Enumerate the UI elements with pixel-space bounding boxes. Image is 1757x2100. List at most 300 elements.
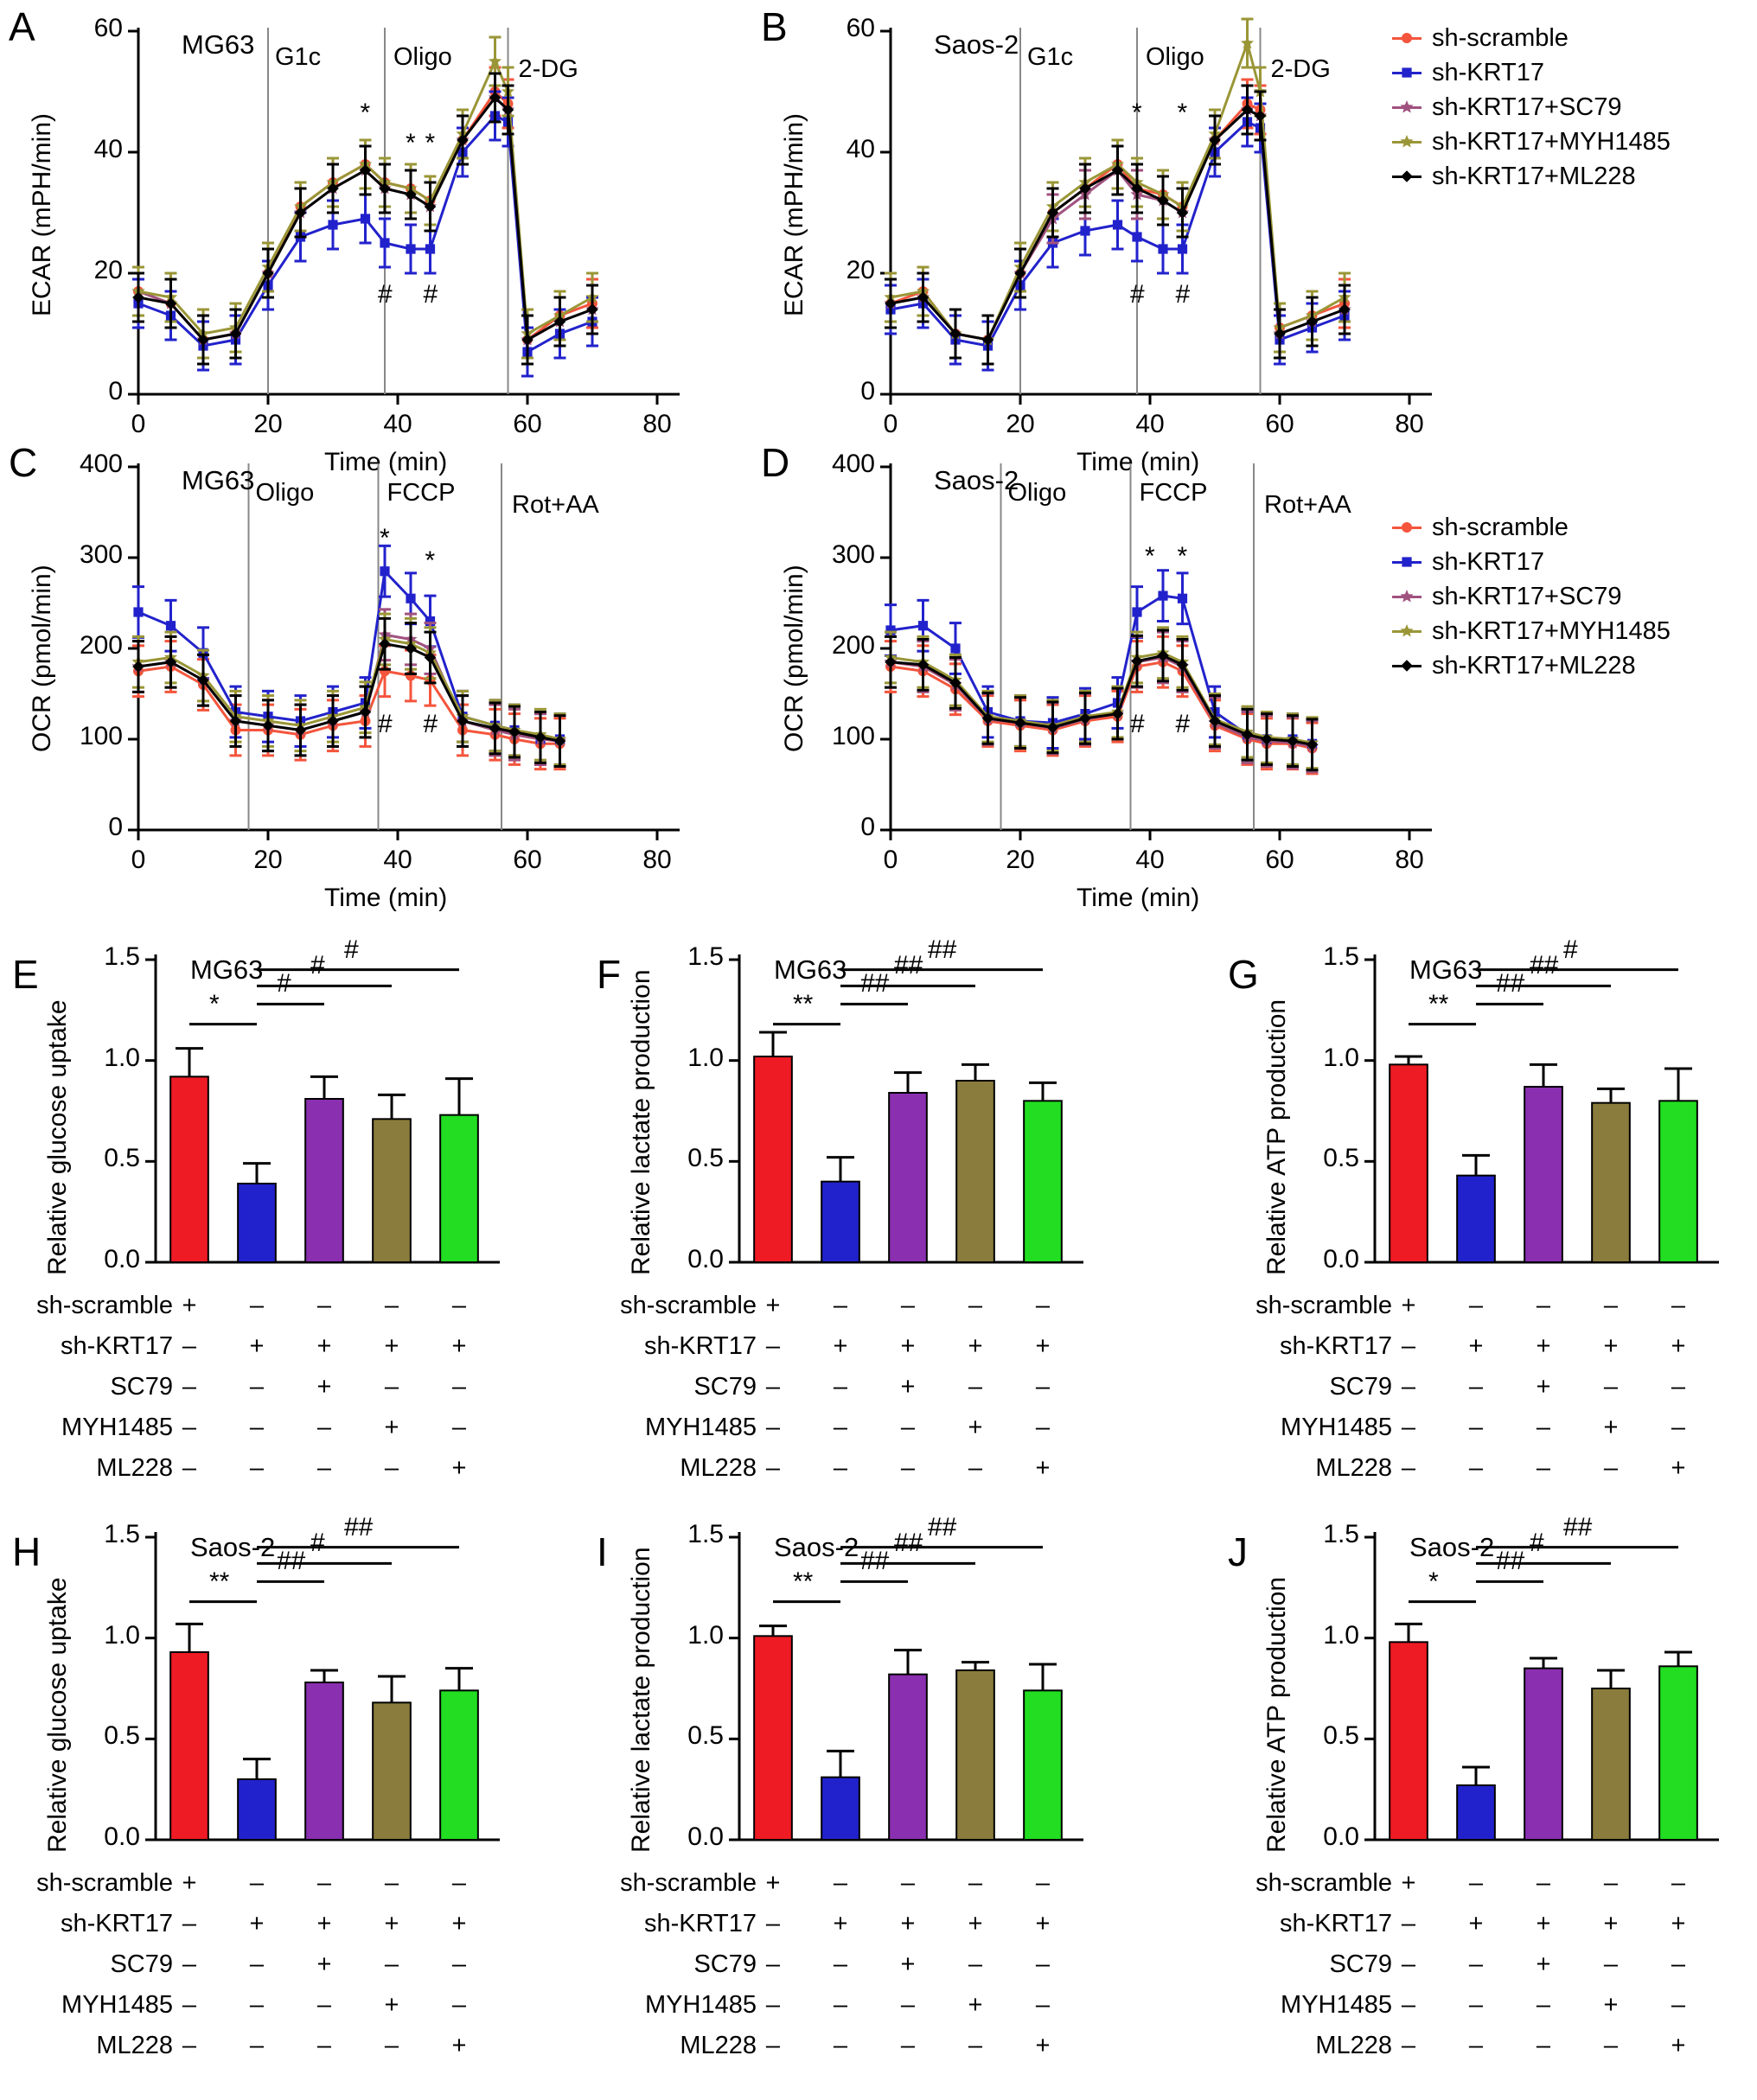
y-axis-title: OCR (pmol/min)	[28, 565, 56, 752]
condition-row-label: MYH1485	[645, 1414, 757, 1441]
significance-mark: *	[1145, 541, 1155, 571]
significance-bracket-label: ##	[860, 969, 890, 999]
panel-label-J: J	[1228, 1529, 1248, 1574]
y-tick-label: 100	[79, 722, 123, 750]
condition-cell: –	[451, 1373, 467, 1401]
legend-marker-icon	[1392, 134, 1422, 150]
cell-line-title: MG63	[182, 29, 255, 60]
panel-label-D: D	[761, 440, 790, 485]
chart-annotation: Rot+AA	[512, 491, 599, 519]
cell-line-title: Saos-2	[774, 1532, 859, 1562]
legend-label: sh-scramble	[1432, 513, 1569, 541]
condition-cell: –	[1401, 1910, 1416, 1937]
condition-cell: –	[1401, 1950, 1416, 1978]
condition-cell: –	[833, 1414, 848, 1441]
condition-cell: –	[968, 1292, 983, 1319]
y-tick-label: 1.0	[687, 1620, 724, 1650]
condition-cell: +	[1536, 1373, 1551, 1401]
y-tick-label: 0	[860, 377, 875, 405]
condition-cell: –	[833, 1292, 848, 1319]
significance-bracket-label: #	[310, 951, 325, 980]
condition-cell: +	[384, 1991, 399, 2019]
y-tick-label: 0.0	[104, 1822, 140, 1851]
y-tick-label: 1.0	[687, 1043, 724, 1072]
condition-row-label: sh-KRT17	[643, 1910, 757, 1937]
chart-annotation: Rot+AA	[1264, 491, 1351, 519]
significance-mark: #	[1130, 280, 1145, 309]
panel-label-H: H	[12, 1529, 42, 1574]
legend-label: sh-KRT17+ML228	[1432, 651, 1636, 680]
condition-cell: +	[384, 1910, 399, 1937]
condition-cell: –	[900, 1991, 916, 2019]
condition-row-label: ML228	[1315, 1454, 1392, 1482]
x-tick-label: 80	[642, 410, 672, 438]
condition-cell: –	[765, 1414, 781, 1441]
condition-cell: +	[316, 1950, 332, 1978]
condition-cell: –	[900, 1414, 916, 1441]
y-axis-title: Relative glucose uptake	[43, 1577, 72, 1853]
condition-cell: +	[1671, 1332, 1686, 1360]
condition-cell: –	[900, 1454, 916, 1482]
x-tick-label: 0	[131, 410, 146, 438]
y-axis-title: Relative lactate production	[627, 1547, 655, 1853]
significance-mark: *	[1177, 541, 1188, 571]
condition-cell: +	[249, 1910, 265, 1937]
y-tick-label: 0	[108, 813, 123, 841]
significance-mark: *	[1177, 99, 1188, 127]
y-tick-label: 0.5	[1323, 1721, 1359, 1751]
significance-bracket-label: ##	[894, 951, 923, 980]
legend-marker-icon	[1392, 554, 1422, 570]
condition-cell: +	[182, 1869, 197, 1897]
legend-marker-icon	[1392, 99, 1422, 115]
condition-cell: –	[451, 1869, 467, 1897]
condition-cell: +	[1035, 1332, 1051, 1360]
y-tick-label: 1.0	[1323, 1043, 1359, 1072]
y-tick-label: 0.0	[104, 1245, 140, 1273]
significance-bracket-label: ##	[860, 1547, 890, 1576]
condition-cell: +	[1603, 1910, 1619, 1937]
y-tick-label: 0.5	[1323, 1144, 1359, 1173]
condition-cell: +	[1671, 1910, 1686, 1937]
condition-cell: –	[833, 1373, 848, 1401]
legend-item	[1392, 648, 1671, 683]
condition-cell: –	[249, 1373, 265, 1401]
legend-item	[1392, 55, 1671, 90]
condition-cell: –	[968, 1869, 983, 1897]
condition-cell: –	[900, 2032, 916, 2059]
y-tick-label: 40	[846, 135, 875, 163]
legend-item	[1392, 510, 1671, 545]
significance-bracket-label: **	[1428, 989, 1449, 1018]
condition-cell: +	[765, 1869, 781, 1897]
condition-cell: –	[833, 2032, 848, 2059]
condition-row-label: SC79	[110, 1950, 173, 1978]
condition-row-label: sh-KRT17	[60, 1332, 173, 1360]
y-axis-title: Relative ATP production	[1262, 1576, 1291, 1853]
y-axis-title: ECAR (mPH/min)	[780, 112, 808, 316]
condition-cell: –	[1035, 1991, 1051, 2019]
y-tick-label: 1.5	[687, 1520, 724, 1548]
condition-cell: –	[249, 1414, 265, 1441]
condition-cell: –	[451, 1414, 467, 1441]
condition-cell: –	[1671, 1869, 1686, 1897]
condition-row-label: sh-scramble	[1255, 1292, 1392, 1319]
x-tick-label: 0	[883, 410, 898, 438]
condition-cell: –	[384, 1454, 399, 1482]
legend-label: sh-KRT17+MYH1485	[1432, 616, 1671, 645]
condition-cell: –	[900, 1292, 916, 1319]
condition-cell: –	[1401, 2032, 1416, 2059]
legend-item	[1392, 90, 1671, 124]
significance-bracket-label: ##	[928, 1512, 957, 1541]
condition-row-label: SC79	[110, 1373, 173, 1401]
condition-row-label: ML228	[680, 1454, 757, 1482]
condition-cell: –	[1035, 1373, 1051, 1401]
condition-cell: –	[384, 1869, 399, 1897]
condition-cell: –	[1035, 1950, 1051, 1978]
x-tick-label: 40	[383, 410, 412, 438]
condition-cell: –	[833, 1454, 848, 1482]
condition-cell: –	[182, 1414, 197, 1441]
condition-row-label: SC79	[1329, 1373, 1392, 1401]
condition-row-label: sh-KRT17	[1279, 1332, 1392, 1360]
y-tick-label: 0.0	[687, 1245, 724, 1273]
chart-annotation: FCCP	[1139, 479, 1208, 507]
x-tick-label: 80	[1395, 846, 1424, 874]
chart-annotation: Oligo	[255, 479, 315, 507]
condition-cell: –	[182, 1373, 197, 1401]
condition-cell: +	[1671, 2032, 1686, 2059]
x-tick-label: 60	[513, 410, 542, 438]
condition-cell: +	[968, 1332, 983, 1360]
significance-bracket-label: #	[1530, 1529, 1544, 1558]
condition-row-label: MYH1485	[61, 1991, 173, 2019]
condition-cell: –	[316, 1869, 332, 1897]
significance-bracket-label: **	[793, 1567, 814, 1596]
cell-line-title: MG63	[190, 954, 264, 985]
condition-row-label: ML228	[96, 2032, 173, 2059]
condition-cell: –	[765, 2032, 781, 2059]
condition-cell: –	[182, 2032, 197, 2059]
condition-cell: +	[968, 1991, 983, 2019]
condition-row-label: SC79	[693, 1373, 757, 1401]
condition-row-label: MYH1485	[61, 1414, 173, 1441]
y-tick-label: 1.5	[1323, 942, 1359, 971]
condition-cell: –	[451, 1991, 467, 2019]
condition-cell: +	[451, 1454, 467, 1482]
condition-cell: +	[451, 2032, 467, 2059]
legend-label: sh-KRT17+SC79	[1432, 582, 1622, 610]
y-tick-label: 0	[108, 377, 123, 405]
condition-cell: +	[765, 1292, 781, 1319]
condition-cell: –	[384, 1950, 399, 1978]
significance-mark: #	[423, 280, 438, 309]
significance-mark: #	[1175, 280, 1191, 309]
condition-cell: –	[1671, 1991, 1686, 2019]
y-tick-label: 40	[93, 135, 123, 163]
condition-cell: –	[1671, 1950, 1686, 1978]
condition-cell: +	[1035, 2032, 1051, 2059]
legend-item	[1392, 124, 1671, 159]
condition-cell: –	[1536, 1414, 1551, 1441]
significance-mark: *	[425, 546, 436, 575]
y-tick-label: 0.5	[104, 1144, 140, 1173]
legend-marker-icon	[1392, 589, 1422, 604]
y-tick-label: 1.0	[104, 1043, 140, 1072]
x-tick-label: 20	[1006, 410, 1035, 438]
y-axis-title: Relative lactate production	[627, 969, 655, 1275]
condition-cell: +	[316, 1910, 332, 1937]
legend-item	[1392, 579, 1671, 614]
condition-cell: +	[1603, 1332, 1619, 1360]
condition-cell: –	[1603, 1950, 1619, 1978]
condition-cell: –	[1536, 2032, 1551, 2059]
significance-mark: *	[425, 129, 436, 157]
condition-row-label: SC79	[1329, 1950, 1392, 1978]
condition-cell: +	[316, 1332, 332, 1360]
x-axis-title: Time (min)	[324, 448, 448, 476]
condition-cell: –	[1603, 1454, 1619, 1482]
y-tick-label: 0.0	[687, 1822, 724, 1851]
condition-cell: +	[1468, 1332, 1484, 1360]
cell-line-title: MG63	[182, 465, 255, 495]
condition-cell: –	[1468, 1414, 1484, 1441]
cell-line-title: Saos-2	[934, 29, 1019, 60]
condition-cell: +	[249, 1332, 265, 1360]
condition-cell: –	[1468, 1991, 1484, 2019]
condition-cell: +	[1401, 1292, 1416, 1319]
x-tick-label: 80	[642, 846, 672, 874]
condition-row-label: sh-scramble	[1255, 1869, 1392, 1897]
significance-mark: #	[1175, 710, 1191, 738]
significance-mark: *	[360, 99, 371, 127]
condition-cell: –	[451, 1292, 467, 1319]
condition-cell: –	[1536, 1991, 1551, 2019]
legend-label: sh-scramble	[1432, 23, 1569, 52]
y-tick-label: 1.5	[687, 942, 724, 971]
condition-cell: +	[316, 1373, 332, 1401]
cell-line-title: MG63	[774, 954, 847, 985]
condition-row-label: ML228	[96, 1454, 173, 1482]
condition-cell: –	[316, 2032, 332, 2059]
chart-annotation: G1c	[275, 43, 322, 71]
condition-cell: +	[384, 1332, 399, 1360]
condition-cell: +	[1536, 1910, 1551, 1937]
x-tick-label: 40	[383, 846, 412, 874]
significance-bracket-label: **	[209, 1567, 230, 1596]
x-tick-label: 20	[1006, 846, 1035, 874]
condition-cell: –	[316, 1991, 332, 2019]
panel-label-C: C	[9, 440, 38, 485]
condition-cell: +	[1401, 1869, 1416, 1897]
condition-row-label: sh-KRT17	[60, 1910, 173, 1937]
condition-cell: +	[1671, 1454, 1686, 1482]
legend-label: sh-KRT17+ML228	[1432, 162, 1636, 190]
chart-annotation: G1c	[1027, 43, 1074, 71]
condition-cell: +	[451, 1910, 467, 1937]
condition-cell: –	[249, 1292, 265, 1319]
x-tick-label: 60	[513, 846, 542, 874]
legend-marker-icon	[1392, 30, 1422, 46]
y-tick-label: 1.0	[1323, 1620, 1359, 1650]
legend-marker-icon	[1392, 520, 1422, 535]
panel-label-A: A	[9, 4, 35, 49]
condition-cell: –	[316, 1454, 332, 1482]
legend-label: sh-KRT17+MYH1485	[1432, 127, 1671, 156]
legend-label: sh-KRT17	[1432, 547, 1545, 576]
condition-row-label: MYH1485	[1281, 1414, 1392, 1441]
cell-line-title: Saos-2	[1409, 1532, 1495, 1562]
condition-cell: –	[182, 1332, 197, 1360]
condition-cell: –	[1401, 1414, 1416, 1441]
y-tick-label: 0.5	[687, 1721, 724, 1751]
y-tick-label: 0.5	[687, 1144, 724, 1173]
condition-cell: –	[249, 1991, 265, 2019]
y-axis-title: Relative ATP production	[1262, 999, 1291, 1275]
condition-cell: +	[1035, 1454, 1051, 1482]
condition-cell: –	[1468, 1292, 1484, 1319]
condition-cell: –	[1468, 2032, 1484, 2059]
y-tick-label: 300	[79, 540, 123, 569]
x-tick-label: 40	[1135, 846, 1165, 874]
condition-cell: –	[182, 1950, 197, 1978]
condition-cell: +	[833, 1910, 848, 1937]
condition-cell: –	[1536, 1292, 1551, 1319]
condition-cell: –	[1468, 1950, 1484, 1978]
condition-cell: –	[1671, 1292, 1686, 1319]
condition-cell: –	[833, 1950, 848, 1978]
significance-mark: #	[1130, 710, 1145, 738]
condition-cell: –	[182, 1991, 197, 2019]
condition-cell: –	[316, 1292, 332, 1319]
chart-annotation: 2-DG	[518, 55, 578, 83]
x-tick-label: 60	[1265, 410, 1294, 438]
condition-cell: –	[900, 1869, 916, 1897]
chart-annotation: Oligo	[1007, 479, 1067, 507]
condition-cell: +	[451, 1332, 467, 1360]
condition-row-label: MYH1485	[645, 1991, 757, 2019]
condition-row-label: sh-KRT17	[1279, 1910, 1392, 1937]
condition-cell: –	[1468, 1373, 1484, 1401]
significance-bracket-label: ##	[1496, 1547, 1525, 1576]
y-axis-title: Relative glucose uptake	[43, 999, 72, 1275]
y-tick-label: 1.5	[104, 942, 140, 971]
significance-bracket-label: ##	[344, 1512, 374, 1541]
condition-row-label: MYH1485	[1281, 1991, 1392, 2019]
legend-item	[1392, 545, 1671, 579]
significance-bracket-label: *	[209, 989, 220, 1018]
x-axis-title: Time (min)	[324, 884, 448, 912]
condition-cell: –	[1468, 1869, 1484, 1897]
condition-cell: –	[765, 1950, 781, 1978]
condition-cell: –	[1401, 1991, 1416, 2019]
x-tick-label: 0	[131, 846, 146, 874]
condition-row-label: sh-scramble	[36, 1292, 173, 1319]
significance-bracket-label: *	[1428, 1567, 1439, 1596]
condition-cell: –	[833, 1869, 848, 1897]
chart-annotation: Oligo	[393, 43, 452, 71]
condition-cell: –	[765, 1991, 781, 2019]
condition-cell: –	[1603, 1869, 1619, 1897]
cell-line-title: Saos-2	[934, 465, 1019, 495]
condition-cell: –	[968, 1373, 983, 1401]
y-tick-label: 20	[93, 256, 123, 284]
condition-cell: –	[1671, 1414, 1686, 1441]
condition-cell: –	[1603, 2032, 1619, 2059]
x-axis-title: Time (min)	[1077, 884, 1200, 912]
condition-cell: +	[968, 1910, 983, 1937]
significance-bracket-label: #	[277, 969, 291, 999]
condition-cell: –	[182, 1910, 197, 1937]
x-tick-label: 20	[253, 410, 283, 438]
y-tick-label: 300	[831, 540, 875, 569]
condition-cell: –	[968, 2032, 983, 2059]
y-tick-label: 400	[831, 450, 875, 478]
y-tick-label: 0.0	[1323, 1245, 1359, 1273]
x-tick-label: 20	[253, 846, 283, 874]
condition-cell: –	[384, 2032, 399, 2059]
legend-marker-icon	[1392, 623, 1422, 639]
condition-cell: –	[316, 1414, 332, 1441]
condition-cell: +	[1603, 1414, 1619, 1441]
y-tick-label: 60	[846, 14, 875, 42]
condition-cell: +	[1035, 1910, 1051, 1937]
legend-label: sh-KRT17+SC79	[1432, 93, 1622, 121]
significance-mark: #	[423, 710, 438, 738]
legend-item	[1392, 159, 1671, 194]
legend-marker-icon	[1392, 658, 1422, 673]
condition-cell: –	[968, 1950, 983, 1978]
condition-row-label: ML228	[680, 2032, 757, 2059]
y-axis-title: OCR (pmol/min)	[780, 565, 808, 752]
condition-cell: +	[833, 1332, 848, 1360]
condition-cell: –	[249, 1454, 265, 1482]
cell-line-title: MG63	[1409, 954, 1483, 985]
condition-row-label: sh-scramble	[620, 1869, 757, 1897]
y-tick-label: 1.5	[104, 1520, 140, 1548]
x-tick-label: 0	[883, 846, 898, 874]
panel-label-I: I	[597, 1529, 608, 1574]
significance-mark: *	[380, 523, 390, 552]
condition-cell: –	[765, 1454, 781, 1482]
significance-bracket-label: ##	[277, 1547, 306, 1576]
condition-cell: +	[1468, 1910, 1484, 1937]
condition-cell: –	[833, 1991, 848, 2019]
significance-bracket-label: #	[344, 935, 359, 964]
significance-mark: #	[378, 710, 393, 738]
condition-cell: –	[1536, 1454, 1551, 1482]
y-tick-label: 0.0	[1323, 1822, 1359, 1851]
cell-line-title: Saos-2	[190, 1532, 276, 1562]
condition-cell: –	[249, 1950, 265, 1978]
legend-bottom	[1392, 510, 1671, 683]
x-axis-title: Time (min)	[1077, 448, 1200, 476]
condition-cell: +	[1603, 1991, 1619, 2019]
condition-cell: –	[1603, 1292, 1619, 1319]
condition-cell: –	[1035, 1869, 1051, 1897]
legend-marker-icon	[1392, 65, 1422, 80]
chart-annotation: Oligo	[1146, 43, 1204, 71]
panel-label-B: B	[761, 4, 788, 49]
y-tick-label: 0.5	[104, 1721, 140, 1751]
condition-cell: +	[900, 1950, 916, 1978]
condition-cell: +	[182, 1292, 197, 1319]
y-tick-label: 1.0	[104, 1620, 140, 1650]
condition-cell: –	[1035, 1292, 1051, 1319]
condition-cell: –	[1671, 1373, 1686, 1401]
condition-cell: –	[968, 1454, 983, 1482]
